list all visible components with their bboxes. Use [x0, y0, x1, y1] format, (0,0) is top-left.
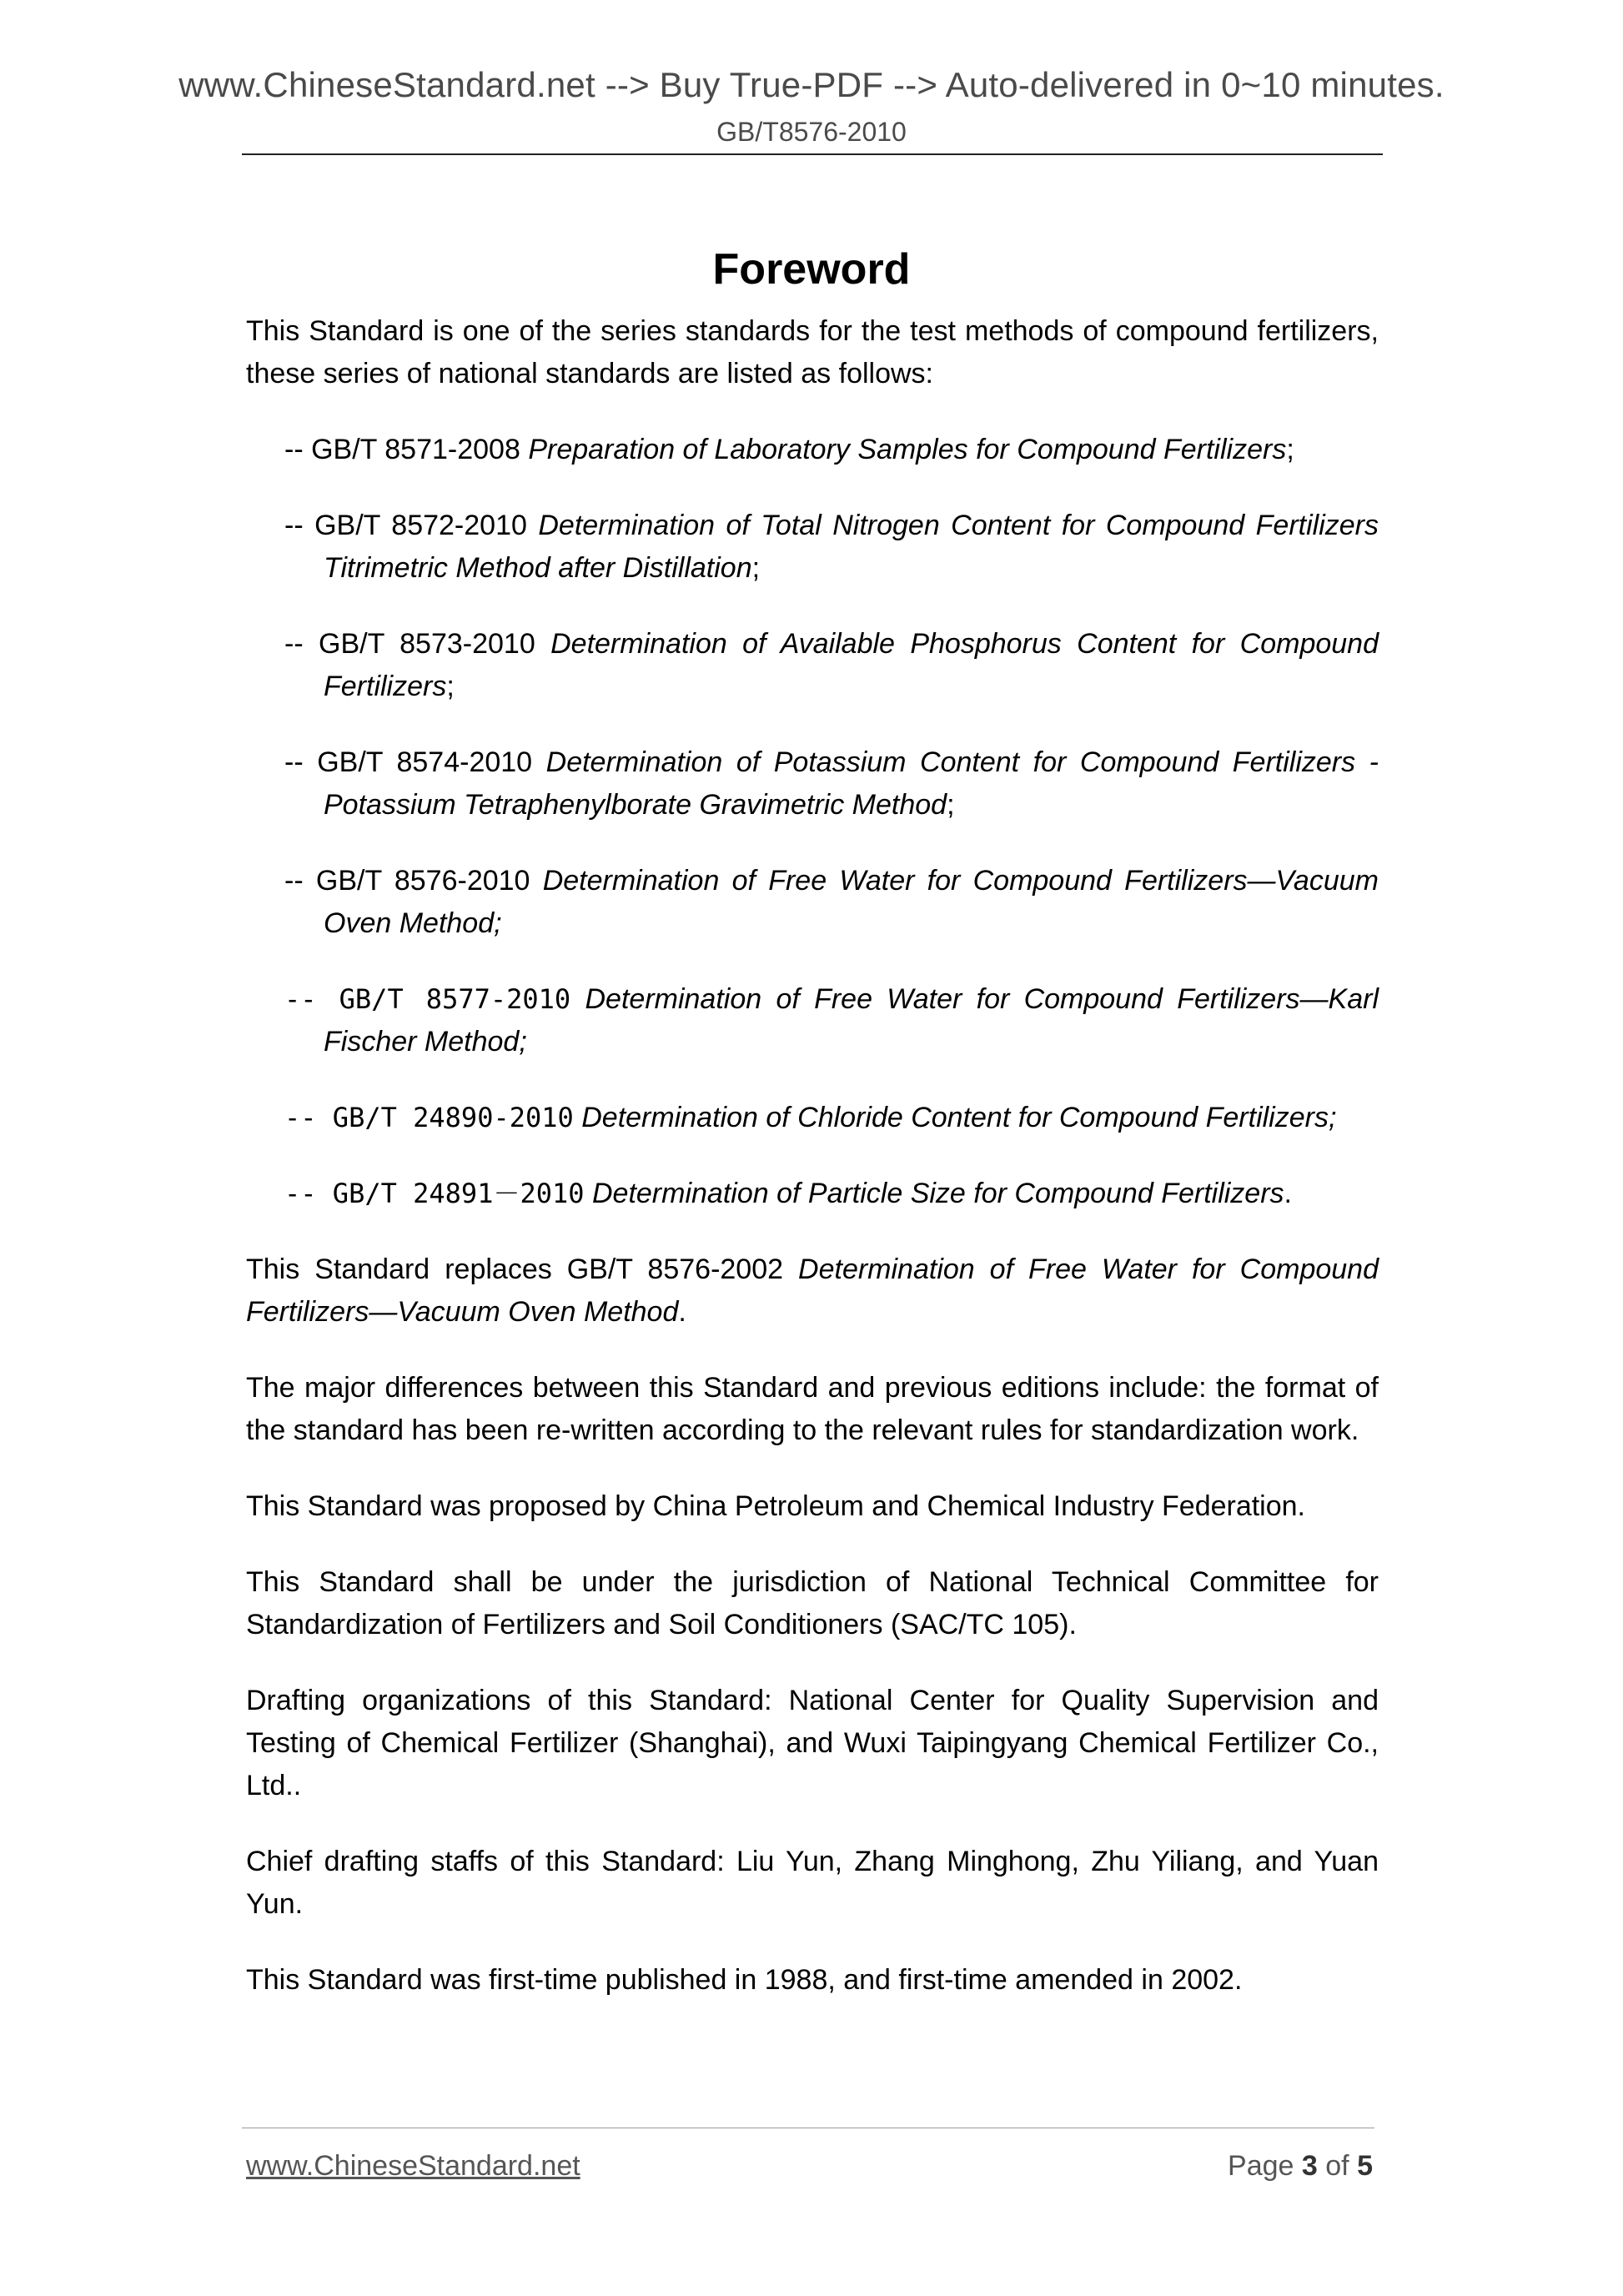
standard-number: GB/T 8573-2010 — [319, 628, 535, 660]
item-suffix: ; — [446, 671, 455, 702]
replaces-lead: This Standard replaces GB/T 8576-2002 — [246, 1254, 799, 1285]
standard-title: Preparation of Laboratory Samples for Compound Fertilizers — [528, 434, 1287, 465]
item-suffix: ; — [1286, 434, 1294, 465]
foreword-body — [246, 310, 1379, 2035]
replaces-paragraph — [246, 1248, 1379, 1334]
drafting-organizations-paragraph: Drafting organizations of this Standard: National Center for Quality Supervision and Testing of Chemical Fertilizer (Shanghai), and Wuxi Taipingyang Chemical Fertilizer Co., Ltd.. — [246, 1685, 1379, 1801]
item-prefix: -- — [284, 746, 318, 778]
standard-title: Determination of Total Nitrogen Content for Compound Fertilizers Titrimetric Method after Distillation — [324, 510, 1379, 584]
series-item — [284, 1173, 1379, 1215]
standard-number: GB/T 8576-2010 — [315, 865, 530, 897]
series-item — [284, 1097, 1379, 1139]
series-item — [284, 978, 1379, 1063]
standard-title: Determination of Available Phosphorus Content for Compound Fertilizers — [324, 628, 1379, 702]
series-list — [246, 429, 1379, 1215]
page-current: 3 — [1301, 2150, 1318, 2182]
standard-title: Determination of Free Water for Compound Fertilizers—Vacuum Oven Method; — [324, 865, 1379, 939]
item-prefix: -- — [284, 983, 339, 1015]
page-title: Foreword — [712, 244, 911, 294]
standard-title: Determination of Potassium Content for Compound Fertilizers - Potassium Tetraphenylborate Gravimetric Method — [324, 746, 1379, 821]
page-of: of — [1325, 2150, 1349, 2182]
drafting-staff-paragraph: Chief drafting staffs of this Standard: Liu Yun, Zhang Minghong, Zhu Yiliang, and Yuan Yun. — [246, 1846, 1379, 1920]
standard-title: Determination of Chloride Content for Compound Fertilizers; — [581, 1102, 1337, 1133]
standard-number: GB/T 8574-2010 — [317, 746, 533, 778]
item-prefix: -- — [284, 510, 315, 541]
series-item — [284, 860, 1379, 945]
publication-history-paragraph: This Standard was first-time published in 1988, and first-time amended in 2002. — [246, 1964, 1243, 1996]
jurisdiction-paragraph: This Standard shall be under the jurisdiction of National Technical Committee for Standardization of Fertilizers and Soil Conditioners (SAC/TC 105). — [246, 1566, 1379, 1640]
item-prefix: -- — [284, 1178, 333, 1209]
proposed-by-paragraph: This Standard was proposed by China Petroleum and Chemical Industry Federation. — [246, 1490, 1306, 1522]
standard-number: GB/T 8572-2010 — [314, 510, 527, 541]
standard-number: GB/T 8577-2010 — [339, 983, 571, 1015]
standard-number: GB/T 24890-2010 — [332, 1102, 574, 1133]
item-suffix: ; — [947, 789, 955, 821]
page-indicator — [1228, 2150, 1373, 2183]
replaces-end: . — [678, 1296, 686, 1328]
series-item — [284, 505, 1379, 590]
series-item — [284, 741, 1379, 826]
series-item — [284, 623, 1379, 708]
site-banner: www.ChineseStandard.net --> Buy True-PDF --> Auto-delivered in 0~10 minutes. — [178, 65, 1445, 104]
item-prefix: -- — [284, 1102, 333, 1133]
standard-number: GB/T 24891－2010 — [332, 1178, 585, 1209]
footer-site-link[interactable]: www.ChineseStandard.net — [246, 2150, 580, 2182]
header-divider — [242, 153, 1383, 155]
page-word: Page — [1228, 2150, 1294, 2182]
item-suffix: . — [1284, 1178, 1292, 1209]
standard-number: GB/T 8571-2008 — [311, 434, 520, 465]
standard-title: Determination of Particle Size for Compound Fertilizers — [591, 1178, 1284, 1209]
intro-paragraph: This Standard is one of the series standards for the test methods of compound fertilizers, these series of national standards are listed as follows: — [246, 315, 1379, 389]
series-item — [284, 429, 1379, 471]
item-prefix: -- — [284, 865, 316, 897]
item-prefix: -- — [284, 434, 312, 465]
page-total: 5 — [1357, 2150, 1373, 2182]
standard-title: Determination of Free Water for Compound Fertilizers—Karl Fischer Method; — [324, 983, 1379, 1058]
standard-code: GB/T8576-2010 — [716, 117, 907, 147]
item-prefix: -- — [284, 628, 319, 660]
replaces-title: Determination of Free Water for Compound Fertilizers—Vacuum Oven Method — [246, 1254, 1379, 1328]
differences-paragraph: The major differences between this Standard and previous editions include: the format of the standard has been re-written according to the relevant rules for standardization work. — [246, 1372, 1379, 1446]
item-suffix: ; — [751, 552, 761, 584]
